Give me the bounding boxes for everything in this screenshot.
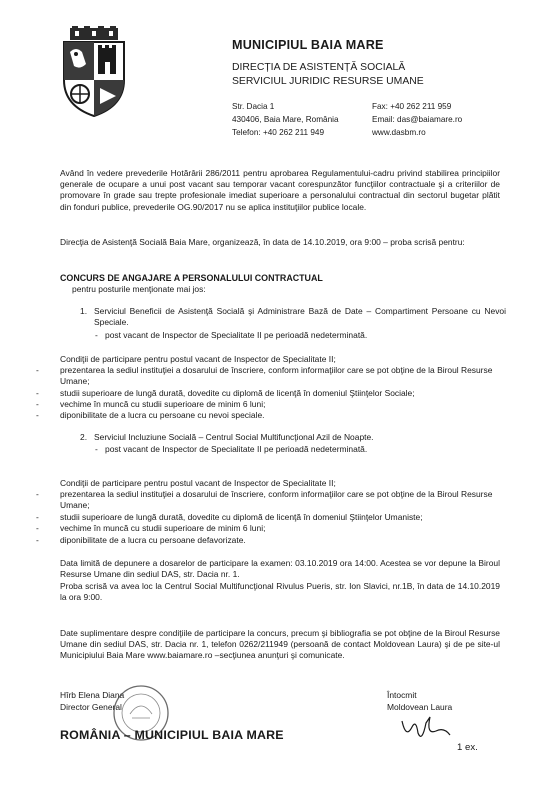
condition-item	[36, 489, 500, 511]
footer-brand: ROMÂNIA – MUNICIPIUL BAIA MARE	[60, 728, 284, 742]
bullet-dash: -	[36, 365, 39, 375]
condition-item	[36, 512, 500, 523]
director-name: Hîrb Elena Diana	[60, 690, 125, 700]
bullet-dash: -	[36, 410, 39, 420]
condition-text: prezentarea la sediul instituţiei a dosarului de înscriere, conform informaţiilor care se pot obţine de la Biroul Resurse Umane;	[60, 365, 493, 387]
position-2-conditions-intro: Condiţii de participare pentru postul vacant de Inspector de Specialitate II;	[60, 478, 336, 488]
bullet-dash: -	[95, 444, 98, 454]
intro-paragraph: Având în vedere prevederile Hotărârii 286/2011 pentru aprobarea Regulamentului-cadru privind stabilirea principiilor generale de ocupare a unui post vacant sau temporar vacant corespunzător funcţiilor contractuale şi a criteriilor de promovare în grade sau trepte profesionale imediat superioare a personalului contractual din sectorul bugetar plătit din fonduri publice, prevederile OG.90/2017 nu se aplica instituţiilor publice locale.	[60, 168, 500, 212]
condition-text: prezentarea la sediul instituţiei a dosarului de înscriere, conform informaţiilor care se pot obţine de la Biroul Resurse Umane;	[60, 489, 493, 511]
extra-info-paragraph: Date suplimentare despre condiţiile de participare la concurs, precum şi bibliografia se pot obţine de la Biroul Resurse Umane din sediul DAS, str. Dacia nr. 1, telefon 0262/211949 (persoană de contact Moldovean Laura) şi de pe site-ul Municipiului Baia Mare www.baiamare.ro –secţiunea anunţuri şi comunicate.	[60, 628, 500, 661]
email-address: Email: das@baiamare.ro	[372, 115, 463, 124]
position-service: Serviciul Incluziune Socială – Centrul Social Multifuncţional Azil de Noapte.	[94, 432, 374, 442]
bullet-dash: -	[36, 535, 39, 545]
position-number: 1.	[80, 306, 88, 316]
condition-item	[36, 410, 500, 421]
position-1-post	[95, 330, 475, 342]
condition-item	[36, 388, 500, 399]
condition-text: studii superioare de lungă durată, dovedite cu diplomă de licenţă în domeniul Ştiinţelor Umaniste;	[60, 512, 423, 522]
condition-text: diponibilitate de a lucra cu persoane defavorizate.	[60, 535, 246, 545]
position-1-conditions-intro: Condiţii de participare pentru postul vacant de Inspector de Specialitate II;	[60, 354, 336, 364]
position-2-post	[95, 444, 475, 456]
address-line-1: Str. Dacia 1	[232, 102, 275, 111]
position-number: 2.	[80, 432, 88, 442]
position-service: Serviciul Beneficii de Asistenţă Socială şi Administrare Bază de Date – Compartiment Persoane cu Nevoi Speciale.	[94, 306, 506, 328]
signature-right	[387, 690, 452, 713]
website-link[interactable]: www.dasbm.ro	[372, 128, 426, 137]
copies-count: 1 ex.	[457, 742, 478, 753]
coat-of-arms-icon	[60, 26, 128, 118]
prepared-by-label: Întocmit	[387, 690, 417, 700]
handwritten-signature-icon	[396, 713, 456, 743]
condition-text: studii superioare de lungă durată, dovedite cu diplomă de licenţă în domeniul Ştiinţelor Sociale;	[60, 388, 415, 398]
condition-text: diponibilitate de a lucra cu persoane cu nevoi speciale.	[60, 410, 265, 420]
condition-item	[36, 365, 500, 387]
condition-item	[36, 535, 500, 546]
position-1	[80, 306, 506, 330]
position-2	[80, 432, 506, 444]
director-role: Director General	[60, 701, 122, 712]
deadline-paragraph: Data limită de depunere a dosarelor de participare la examen: 03.10.2019 ora 14:00. Acestea se vor depune la Biroul Resurse Umane din sediul DAS, str. Dacia nr. 1.	[60, 558, 500, 580]
contest-title: CONCURS DE ANGAJARE A PERSONALULUI CONTRACTUAL	[60, 273, 323, 283]
bullet-dash: -	[36, 489, 39, 499]
post-description: post vacant de Inspector de Specialitate II pe perioadă nedeterminată.	[105, 330, 368, 340]
bullet-dash: -	[36, 399, 39, 409]
contact-electronic	[372, 100, 462, 139]
header-title: MUNICIPIUL BAIA MARE	[232, 38, 384, 52]
bullet-dash: -	[95, 330, 98, 340]
condition-text: vechime în muncă cu studii superioare de minim 6 luni;	[60, 523, 266, 533]
post-description: post vacant de Inspector de Specialitate II pe perioadă nedeterminată.	[105, 444, 368, 454]
bullet-dash: -	[36, 512, 39, 522]
contact-address	[232, 100, 339, 139]
bullet-dash: -	[36, 388, 39, 398]
condition-text: vechime în muncă cu studii superioare de minim 6 luni;	[60, 399, 266, 409]
directorate-name: DIRECȚIA DE ASISTENȚĂ SOCIALĂ	[232, 62, 406, 73]
condition-item	[36, 523, 500, 534]
contest-subtitle: pentru posturile menţionate mai jos:	[72, 284, 206, 294]
phone-number: Telefon: +40 262 211 949	[232, 128, 325, 137]
prepared-by-name: Moldovean Laura	[387, 701, 453, 712]
department-name: SERVICIUL JURIDIC RESURSE UMANE	[232, 76, 424, 87]
announcement-paragraph: Direcţia de Asistenţă Socială Baia Mare, organizează, în data de 14.10.2019, ora 9:00 – proba scrisă pentru:	[60, 237, 465, 247]
address-line-2: 430406, Baia Mare, România	[232, 115, 339, 124]
condition-item	[36, 399, 500, 410]
header-directorate	[232, 61, 424, 89]
bullet-dash: -	[36, 523, 39, 533]
exam-location-paragraph: Proba scrisă va avea loc la Centrul Social Multifuncţional Rivulus Pueris, str. Ion Slavici, nr.1B, în data de 14.10.2019 la ora 9:00.	[60, 581, 500, 603]
fax-number: Fax: +40 262 211 959	[372, 102, 452, 111]
